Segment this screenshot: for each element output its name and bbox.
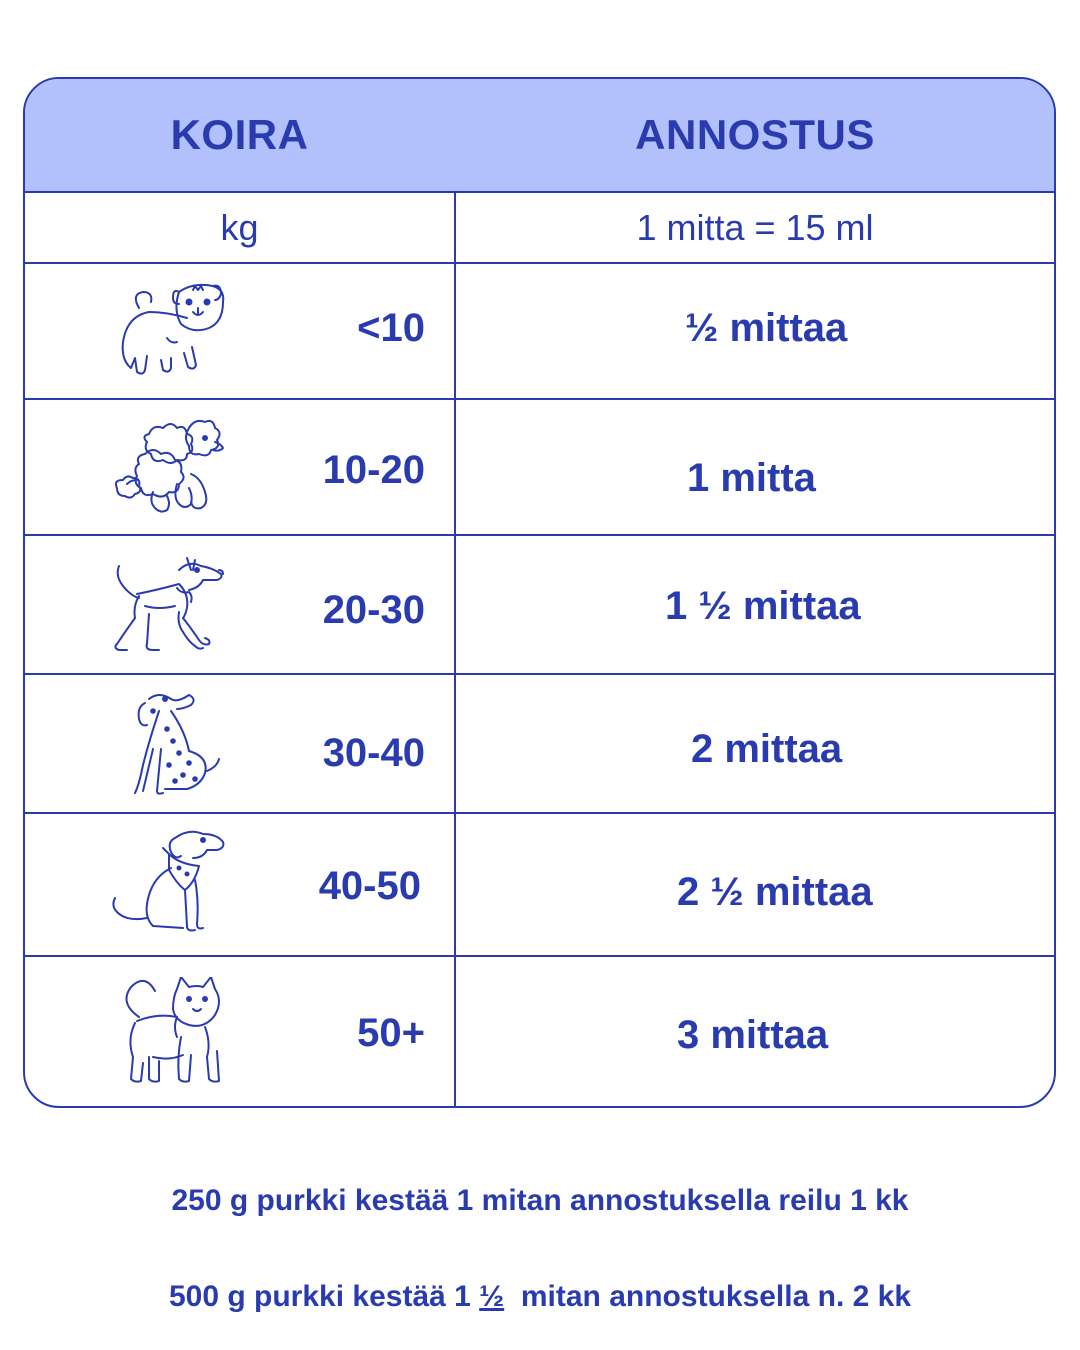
table-row <box>25 957 1054 1108</box>
table-row <box>25 264 1054 400</box>
header-dosage: ANNOSTUS <box>635 111 875 158</box>
weight-value: 40-50 <box>318 864 421 908</box>
note-500g-suffix: mitan annostuksella n. 2 kk <box>504 1280 912 1313</box>
dose-value: 3 mittaa <box>677 1013 829 1057</box>
note-500g-prefix: 500 g purkki kestää 1 <box>168 1280 480 1313</box>
note-250g: 250 g purkki kestää 1 mitan annostuksella reilu 1 kk <box>171 1184 909 1217</box>
header-dog: KOIRA <box>170 111 309 158</box>
weight-value: <10 <box>357 306 425 350</box>
weight-unit: kg <box>220 206 259 248</box>
dose-value: 2 mittaa <box>691 727 843 771</box>
dosage-table <box>23 77 1056 1108</box>
note-500g <box>0 1280 1080 1314</box>
measure-unit: 1 mitta = 15 ml <box>636 206 874 248</box>
weight-value: 30-40 <box>322 731 425 775</box>
table-header <box>25 79 1054 193</box>
table-row <box>25 536 1054 675</box>
dose-value: ½ mittaa <box>685 306 848 350</box>
bandana-dog-icon <box>109 828 229 938</box>
note-500g-fraction: ½ <box>479 1280 505 1313</box>
table-row <box>25 814 1054 957</box>
weight-value: 50+ <box>357 1011 425 1055</box>
hound-icon <box>109 552 229 662</box>
dose-value: 2 ½ mittaa <box>677 870 873 914</box>
table-row <box>25 400 1054 536</box>
weight-value: 10-20 <box>322 448 425 492</box>
weight-value: 20-30 <box>322 588 425 632</box>
table-row <box>25 675 1054 814</box>
dalmatian-icon <box>109 689 229 799</box>
units-row <box>25 193 1054 264</box>
spitz-icon <box>109 977 229 1087</box>
dose-value: 1 ½ mittaa <box>665 584 861 628</box>
dose-value: 1 mitta <box>687 456 816 500</box>
poodle-icon <box>109 414 229 524</box>
pug-icon <box>109 278 229 388</box>
